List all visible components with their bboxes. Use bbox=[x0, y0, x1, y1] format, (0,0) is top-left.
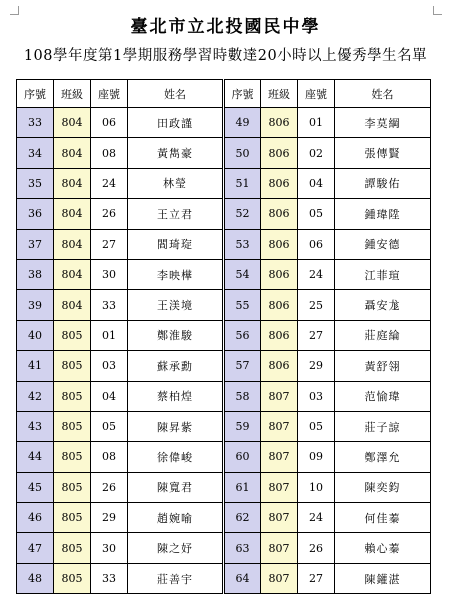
table-row bbox=[17, 168, 431, 198]
name-cell: 陳鑵湛 bbox=[335, 563, 431, 593]
seq-cell: 54 bbox=[224, 259, 261, 289]
name-cell: 何佳蓁 bbox=[335, 503, 431, 533]
name-cell: 李莫綱 bbox=[335, 108, 431, 138]
seat-cell: 27 bbox=[298, 320, 335, 350]
seat-cell: 05 bbox=[91, 411, 128, 441]
class-cell: 806 bbox=[261, 259, 298, 289]
class-cell: 806 bbox=[261, 138, 298, 168]
table-body bbox=[17, 108, 431, 594]
seq-cell: 51 bbox=[224, 168, 261, 198]
table-row bbox=[17, 138, 431, 168]
header-seq-right: 序號 bbox=[224, 80, 261, 108]
name-cell: 陳寬君 bbox=[128, 472, 224, 502]
header-name-left: 姓名 bbox=[128, 80, 224, 108]
seat-cell: 30 bbox=[91, 533, 128, 563]
table-row bbox=[17, 320, 431, 350]
seat-cell: 08 bbox=[91, 138, 128, 168]
seat-cell: 03 bbox=[298, 381, 335, 411]
name-cell: 趙婉喻 bbox=[128, 503, 224, 533]
class-cell: 805 bbox=[54, 503, 91, 533]
class-cell: 805 bbox=[54, 320, 91, 350]
seq-cell: 47 bbox=[17, 533, 54, 563]
class-cell: 805 bbox=[54, 351, 91, 381]
class-cell: 805 bbox=[54, 472, 91, 502]
seq-cell: 43 bbox=[17, 411, 54, 441]
name-cell: 莊善宇 bbox=[128, 563, 224, 593]
table-row bbox=[17, 259, 431, 289]
table-row bbox=[17, 533, 431, 563]
header-seq-left: 序號 bbox=[17, 80, 54, 108]
seq-cell: 63 bbox=[224, 533, 261, 563]
seq-cell: 52 bbox=[224, 199, 261, 229]
seat-cell: 01 bbox=[91, 320, 128, 350]
class-cell: 805 bbox=[54, 563, 91, 593]
class-cell: 805 bbox=[54, 442, 91, 472]
seat-cell: 05 bbox=[298, 411, 335, 441]
student-roster-table bbox=[16, 79, 431, 594]
name-cell: 陳昇紫 bbox=[128, 411, 224, 441]
class-cell: 805 bbox=[54, 381, 91, 411]
table-row bbox=[17, 351, 431, 381]
name-cell: 范愉瑋 bbox=[335, 381, 431, 411]
name-cell: 譚駿佑 bbox=[335, 168, 431, 198]
seq-cell: 41 bbox=[17, 351, 54, 381]
name-cell: 蘇承勳 bbox=[128, 351, 224, 381]
name-cell: 黃雋豪 bbox=[128, 138, 224, 168]
seat-cell: 27 bbox=[91, 229, 128, 259]
seq-cell: 42 bbox=[17, 381, 54, 411]
seq-cell: 61 bbox=[224, 472, 261, 502]
seq-cell: 55 bbox=[224, 290, 261, 320]
page-title: 臺北市立北投國民中學 bbox=[130, 17, 321, 37]
name-cell: 聶安尨 bbox=[335, 290, 431, 320]
name-cell: 林瑩 bbox=[128, 168, 224, 198]
seat-cell: 29 bbox=[91, 503, 128, 533]
seq-cell: 38 bbox=[17, 259, 54, 289]
header-class-right: 班級 bbox=[261, 80, 298, 108]
seat-cell: 27 bbox=[298, 563, 335, 593]
table-row bbox=[17, 472, 431, 502]
class-cell: 806 bbox=[261, 168, 298, 198]
name-cell: 賴心蓁 bbox=[335, 533, 431, 563]
class-cell: 806 bbox=[261, 108, 298, 138]
class-cell: 804 bbox=[54, 290, 91, 320]
seq-cell: 35 bbox=[17, 168, 54, 198]
class-cell: 807 bbox=[261, 442, 298, 472]
name-cell: 徐偉峻 bbox=[128, 442, 224, 472]
seq-cell: 44 bbox=[17, 442, 54, 472]
name-cell: 張傳賢 bbox=[335, 138, 431, 168]
name-cell: 田政謹 bbox=[128, 108, 224, 138]
seq-cell: 48 bbox=[17, 563, 54, 593]
seq-cell: 36 bbox=[17, 199, 54, 229]
seq-cell: 64 bbox=[224, 563, 261, 593]
seq-cell: 34 bbox=[17, 138, 54, 168]
class-cell: 805 bbox=[54, 533, 91, 563]
seat-cell: 05 bbox=[298, 199, 335, 229]
seq-cell: 33 bbox=[17, 108, 54, 138]
header-seat-left: 座號 bbox=[91, 80, 128, 108]
seat-cell: 29 bbox=[298, 351, 335, 381]
table-row bbox=[17, 290, 431, 320]
seat-cell: 26 bbox=[298, 533, 335, 563]
seq-cell: 45 bbox=[17, 472, 54, 502]
class-cell: 806 bbox=[261, 351, 298, 381]
seat-cell: 04 bbox=[91, 381, 128, 411]
class-cell: 806 bbox=[261, 320, 298, 350]
table-row bbox=[17, 199, 431, 229]
seat-cell: 03 bbox=[91, 351, 128, 381]
seq-cell: 46 bbox=[17, 503, 54, 533]
seq-cell: 53 bbox=[224, 229, 261, 259]
seat-cell: 24 bbox=[298, 503, 335, 533]
seq-cell: 40 bbox=[17, 320, 54, 350]
seat-cell: 08 bbox=[91, 442, 128, 472]
header-class-left: 班級 bbox=[54, 80, 91, 108]
name-cell: 莊庭綸 bbox=[335, 320, 431, 350]
table-row bbox=[17, 229, 431, 259]
name-cell: 王渼境 bbox=[128, 290, 224, 320]
seat-cell: 09 bbox=[298, 442, 335, 472]
name-cell: 李映樺 bbox=[128, 259, 224, 289]
seat-cell: 02 bbox=[298, 138, 335, 168]
seat-cell: 10 bbox=[298, 472, 335, 502]
class-cell: 806 bbox=[261, 229, 298, 259]
name-cell: 莊子諒 bbox=[335, 411, 431, 441]
seat-cell: 33 bbox=[91, 290, 128, 320]
name-cell: 黃舒翎 bbox=[335, 351, 431, 381]
seat-cell: 01 bbox=[298, 108, 335, 138]
seq-cell: 56 bbox=[224, 320, 261, 350]
table-header-row bbox=[17, 80, 431, 108]
class-cell: 804 bbox=[54, 108, 91, 138]
table-row bbox=[17, 503, 431, 533]
name-cell: 陳奕鈞 bbox=[335, 472, 431, 502]
seq-cell: 59 bbox=[224, 411, 261, 441]
class-cell: 805 bbox=[54, 411, 91, 441]
name-cell: 鍾瑋陞 bbox=[335, 199, 431, 229]
table-row bbox=[17, 563, 431, 593]
seat-cell: 33 bbox=[91, 563, 128, 593]
seat-cell: 26 bbox=[91, 472, 128, 502]
header-name-right: 姓名 bbox=[335, 80, 431, 108]
seat-cell: 26 bbox=[91, 199, 128, 229]
name-cell: 鄭淮駿 bbox=[128, 320, 224, 350]
class-cell: 807 bbox=[261, 533, 298, 563]
class-cell: 804 bbox=[54, 199, 91, 229]
seat-cell: 24 bbox=[91, 168, 128, 198]
class-cell: 807 bbox=[261, 563, 298, 593]
name-cell: 鄭澤允 bbox=[335, 442, 431, 472]
class-cell: 804 bbox=[54, 168, 91, 198]
table-row bbox=[17, 442, 431, 472]
class-cell: 804 bbox=[54, 259, 91, 289]
seq-cell: 62 bbox=[224, 503, 261, 533]
table-row bbox=[17, 108, 431, 138]
class-cell: 806 bbox=[261, 199, 298, 229]
class-cell: 804 bbox=[54, 229, 91, 259]
header-seat-right: 座號 bbox=[298, 80, 335, 108]
seq-cell: 39 bbox=[17, 290, 54, 320]
name-cell: 鍾安德 bbox=[335, 229, 431, 259]
class-cell: 806 bbox=[261, 290, 298, 320]
seat-cell: 06 bbox=[298, 229, 335, 259]
table-row bbox=[17, 381, 431, 411]
name-cell: 王立君 bbox=[128, 199, 224, 229]
seq-cell: 37 bbox=[17, 229, 54, 259]
class-cell: 807 bbox=[261, 503, 298, 533]
seat-cell: 06 bbox=[91, 108, 128, 138]
seq-cell: 60 bbox=[224, 442, 261, 472]
name-cell: 江菲瑄 bbox=[335, 259, 431, 289]
seq-cell: 58 bbox=[224, 381, 261, 411]
class-cell: 807 bbox=[261, 381, 298, 411]
class-cell: 807 bbox=[261, 472, 298, 502]
name-cell: 陳之妤 bbox=[128, 533, 224, 563]
class-cell: 804 bbox=[54, 138, 91, 168]
page-subtitle: 108學年度第1學期服務學習時數達20小時以上優秀學生名單 bbox=[23, 48, 428, 64]
name-cell: 閻琦琁 bbox=[128, 229, 224, 259]
seat-cell: 24 bbox=[298, 259, 335, 289]
seat-cell: 04 bbox=[298, 168, 335, 198]
seq-cell: 57 bbox=[224, 351, 261, 381]
class-cell: 807 bbox=[261, 411, 298, 441]
seq-cell: 50 bbox=[224, 138, 261, 168]
seat-cell: 25 bbox=[298, 290, 335, 320]
seq-cell: 49 bbox=[224, 108, 261, 138]
name-cell: 蔡柏煌 bbox=[128, 381, 224, 411]
table-row bbox=[17, 411, 431, 441]
seat-cell: 30 bbox=[91, 259, 128, 289]
